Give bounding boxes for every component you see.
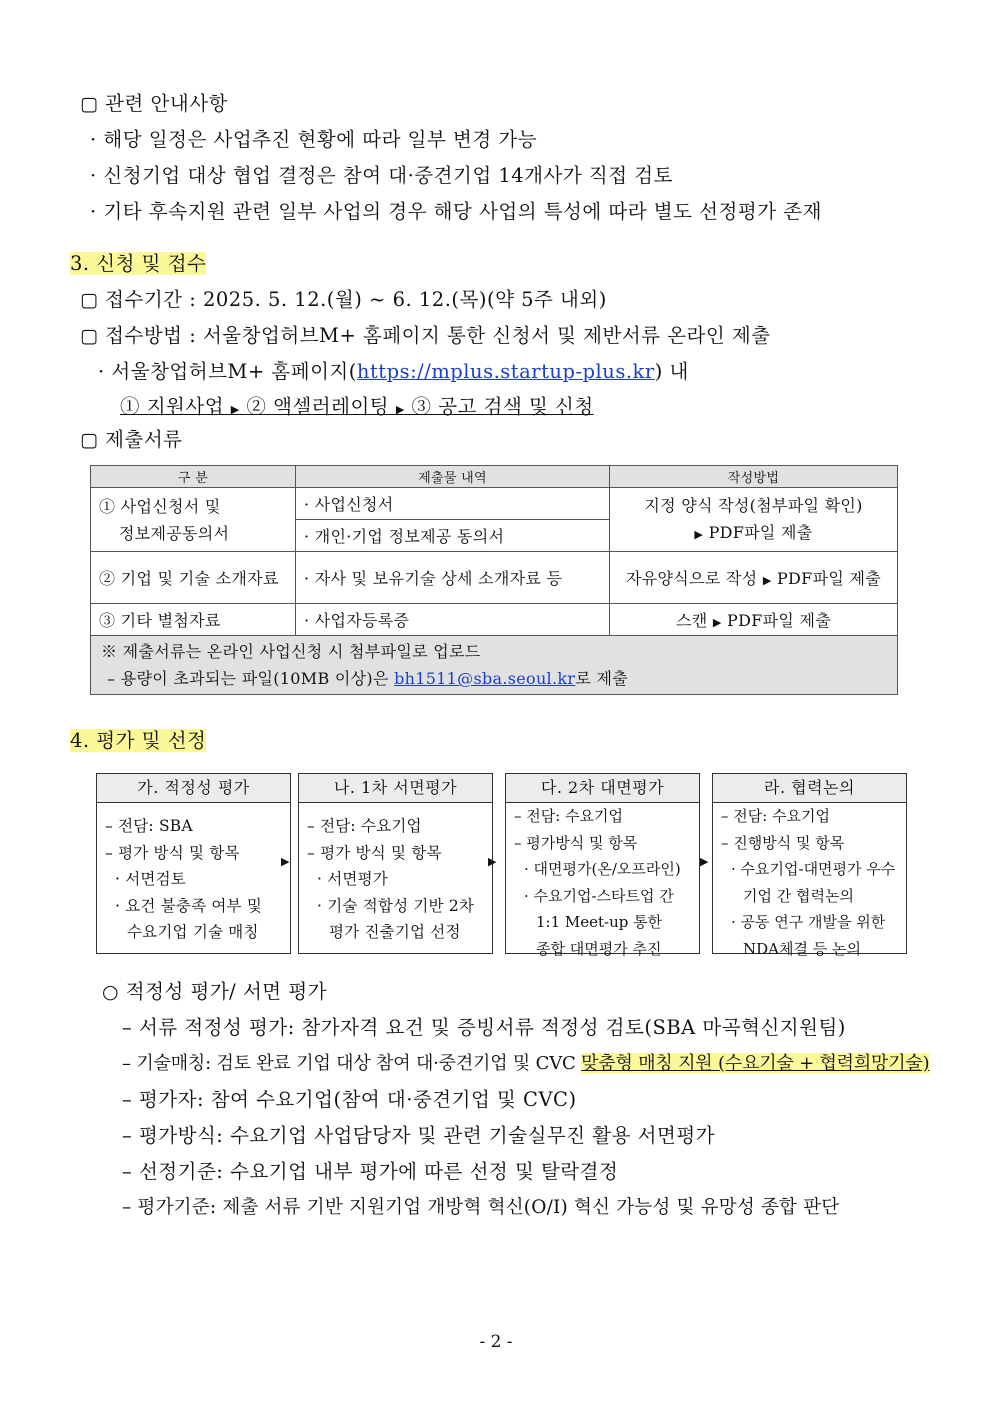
notice-item: · 해당 일정은 사업추진 현황에 따라 일부 변경 가능: [90, 128, 538, 151]
category-cell: ③ 기타 별첨자료: [91, 604, 296, 636]
checkbox-square-icon: ▢: [80, 93, 99, 115]
circle-bullet-icon: ○: [102, 981, 120, 1003]
table-row: [91, 604, 898, 636]
eval-bullet: – 평가기준: 제출 서류 기반 지원기업 개방혁 혁신(O/I) 혁신 가능성 및 유망성 종합 판단: [122, 1197, 840, 1218]
method-cell: 자유양식으로 작성 ▶ PDF파일 제출: [610, 552, 898, 604]
category-cell: ① 사업신청서 및 정보제공동의서: [91, 488, 296, 552]
email-link[interactable]: bh1511@sba.seoul.kr: [394, 669, 576, 688]
flow-arrow-icon: ▶: [700, 855, 709, 868]
item-cell: · 개인·기업 정보제공 동의서: [296, 520, 610, 552]
homepage-line: · 서울창업허브M+ 홈페이지(https://mplus.startup-plus.kr) 내: [98, 360, 689, 383]
highlight-text: 맞춤형 매칭 지원 (수요기술 + 협력희망기술): [581, 1053, 930, 1074]
section-3-title: 3. 신청 및 접수: [70, 252, 207, 275]
item-cell: · 사업신청서: [296, 488, 610, 520]
item-cell: · 자사 및 보유기술 상세 소개자료 등: [296, 552, 610, 604]
triangle-right-icon: ▶: [762, 574, 772, 587]
eval-bullet: – 평가자: 참여 수요기업(참여 대·중견기업 및 CVC): [122, 1088, 577, 1111]
triangle-right-icon: ▶: [395, 403, 405, 416]
checkbox-square-icon: ▢: [80, 325, 99, 347]
notice-item: · 신청기업 대상 협업 결정은 참여 대·중견기업 14개사가 직접 검토: [90, 164, 673, 187]
stage-title: 라. 협력논의: [713, 774, 906, 803]
table-row: [91, 636, 898, 695]
eval-stage-2: 나. 1차 서면평가 – 전담: 수요기업 – 평가 방식 및 항목 · 서면평가 · 기술 적합성 기반 2차 평가 진출기업 선정: [298, 773, 493, 954]
stage-title: 다. 2차 대면평가: [506, 774, 699, 803]
documents-table: [90, 465, 898, 695]
category-cell: ② 기업 및 기술 소개자료: [91, 552, 296, 604]
eval-sub-heading: ○ 적정성 평가/ 서면 평가: [102, 980, 327, 1003]
page-number: - 2 -: [479, 1332, 513, 1352]
item-cell: · 사업자등록증: [296, 604, 610, 636]
checkbox-square-icon: ▢: [80, 429, 99, 451]
eval-bullet-tech-match: – 기술매칭: 검토 완료 기업 대상 참여 대·중견기업 및 CVC 맞춤형 매칭 지원 (수요기술 + 협력희망기술): [122, 1053, 930, 1074]
eval-bullet: – 선정기준: 수요기업 내부 평가에 따른 선정 및 탈락결정: [122, 1160, 619, 1183]
table-note: ※ 제출서류는 온라인 사업신청 시 첨부파일로 업로드 – 용량이 초과되는 파일(10MB 이상)은 bh1511@sba.seoul.kr로 제출: [91, 636, 898, 695]
application-method: ▢ 접수방법 : 서울창업허브M+ 홈페이지 통한 신청서 및 제반서류 온라인 제출: [80, 324, 771, 347]
triangle-right-icon: ▶: [712, 616, 722, 629]
eval-stage-4: 라. 협력논의 – 전담: 수요기업 – 진행방식 및 항목 · 수요기업-대면평가 우수 기업 간 협력논의 · 공동 연구 개발을 위한 NDA체결 등 논의: [712, 773, 907, 954]
notice-item: · 기타 후속지원 관련 일부 사업의 경우 해당 사업의 특성에 따라 별도 선정평가 존재: [90, 200, 822, 223]
checkbox-square-icon: ▢: [80, 289, 99, 311]
table-header: 제출물 내역: [296, 466, 610, 488]
table-header: 작성방법: [610, 466, 898, 488]
flow-arrow-icon: ▶: [488, 855, 497, 868]
eval-bullet: – 평가방식: 수요기업 사업담당자 및 관련 기술실무진 활용 서면평가: [122, 1124, 716, 1147]
eval-bullet: – 서류 적정성 평가: 참가자격 요건 및 증빙서류 적정성 검토(SBA 마곡혁신지원팀): [122, 1016, 846, 1039]
triangle-right-icon: ▶: [694, 527, 704, 541]
flow-arrow-icon: ▶: [281, 855, 290, 868]
method-cell: 스캔 ▶ PDF파일 제출: [610, 604, 898, 636]
application-path: ① 지원사업 ▶ ② 액셀러레이팅 ▶ ③ 공고 검색 및 신청: [120, 395, 594, 418]
eval-stage-3: 다. 2차 대면평가 – 전담: 수요기업 – 평가방식 및 항목 · 대면평가(온/오프라인) · 수요기업-스타트업 간 1:1 Meet-up 통한 종합 대면평가 추진: [505, 773, 700, 954]
table-header: 구 분: [91, 466, 296, 488]
homepage-link[interactable]: https://mplus.startup-plus.kr: [356, 360, 655, 383]
table-row: [91, 552, 898, 604]
notice-heading: ▢ 관련 안내사항: [80, 92, 228, 115]
eval-stage-1: 가. 적정성 평가 – 전담: SBA – 평가 방식 및 항목 · 서면검토 · 요건 불충족 여부 및 수요기업 기술 매칭: [96, 773, 291, 954]
method-cell: 지정 양식 작성(첨부파일 확인) ▶ PDF파일 제출: [610, 488, 898, 552]
application-period: ▢ 접수기간 : 2025. 5. 12.(월) ~ 6. 12.(목)(약 5주 내외): [80, 288, 607, 311]
table-row: [91, 488, 898, 520]
triangle-right-icon: ▶: [230, 403, 240, 416]
docs-heading: ▢ 제출서류: [80, 428, 183, 451]
stage-title: 나. 1차 서면평가: [299, 774, 492, 803]
section-4-title: 4. 평가 및 선정: [70, 729, 207, 752]
stage-title: 가. 적정성 평가: [97, 774, 290, 803]
